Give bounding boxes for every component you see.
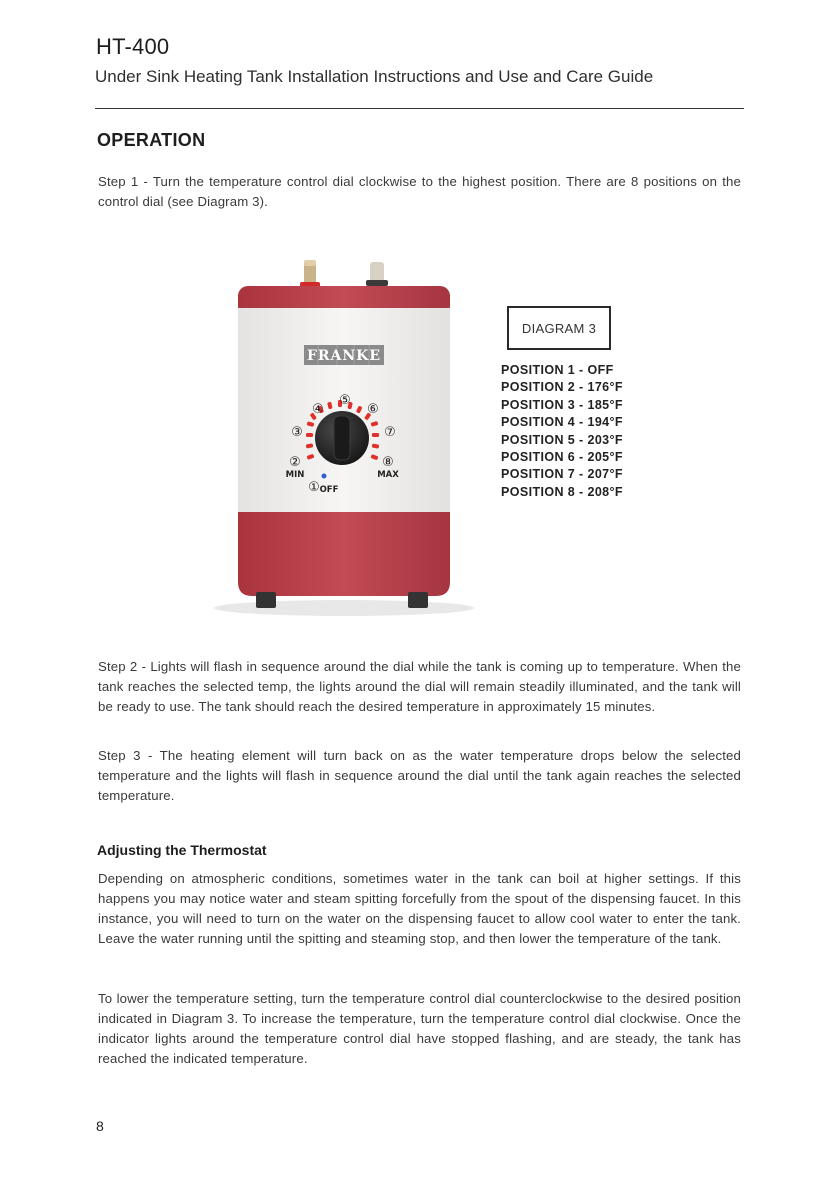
dial-off-label: OFF [319,485,339,495]
page-number: 8 [96,1118,104,1134]
thermostat-heading: Adjusting the Thermostat [97,842,267,858]
dial-number-6: ⑥ [367,402,379,417]
position-item: POSITION 4 - 194°F [501,415,623,430]
brand-logo: FRANKE [306,348,382,364]
dial-number-5: ⑤ [339,393,351,408]
position-list [501,362,623,501]
position-item: POSITION 8 - 208°F [501,484,623,499]
thermostat-paragraph-2: To lower the temperature setting, turn the temperature control dial counterclockwise to the desired position indicated in Diagram 3. To increase the temperature, turn the temperature control dial clockwise. Once the indicator lights around the temperature control dial have stopped flashing, and are steady, the tank has reached the indicated temperature. [98,991,741,1066]
dial-max-label: MAX [377,470,399,480]
position-item: POSITION 3 - 185°F [501,397,623,412]
position-item: POSITION 5 - 203°F [501,432,623,447]
heating-tank-illustration [208,250,480,620]
position-item: POSITION 2 - 176°F [501,380,623,395]
dial-number-8: ⑧ [382,455,394,470]
step-2-paragraph: Step 2 - Lights will flash in sequence around the dial while the tank is coming up to temperature. When the tank reaches the selected temp, the lights around the dial will remain steadily illuminated, and the tank will be ready to use. The tank should reach the desired temperature in approximately 15 minutes. [98,659,741,714]
dial-number-7: ⑦ [384,425,396,440]
dial-min-label: MIN [285,470,305,480]
document-subtitle: Under Sink Heating Tank Installation Instructions and Use and Care Guide [95,67,654,86]
dial-number-2: ② [289,455,301,470]
diagram-label-box: DIAGRAM 3 [507,306,611,350]
position-item: POSITION 6 - 205°F [501,450,623,465]
header-divider [95,108,744,109]
document-title: HT-400 [96,34,170,59]
thermostat-paragraph-1: Depending on atmospheric conditions, sometimes water in the tank can boil at higher settings. If this happens you may notice water and steam spitting forcefully from the spout of the dispensing faucet. In this instance, you will need to turn on the water on the dispensing faucet to allow cool water to enter the tank. Leave the water running until the spitting and steaming stop, and then lower the temperature of the tank. [98,871,741,946]
dial-number-3: ③ [291,425,303,440]
step-3-paragraph: Step 3 - The heating element will turn back on as the water temperature drops below the selected temperature and the lights will flash in sequence around the dial until the tank again reaches the selected temperature. [98,748,741,803]
position-item: POSITION 1 - OFF [501,363,614,377]
step-1-paragraph: Step 1 - Turn the temperature control dial clockwise to the highest position. There are 8 positions on the control dial (see Diagram 3). [98,174,741,209]
position-item: POSITION 7 - 207°F [501,467,623,482]
dial-number-1: ① [308,480,320,495]
dial-number-4: ④ [312,402,324,417]
operation-heading: OPERATION [97,130,206,150]
